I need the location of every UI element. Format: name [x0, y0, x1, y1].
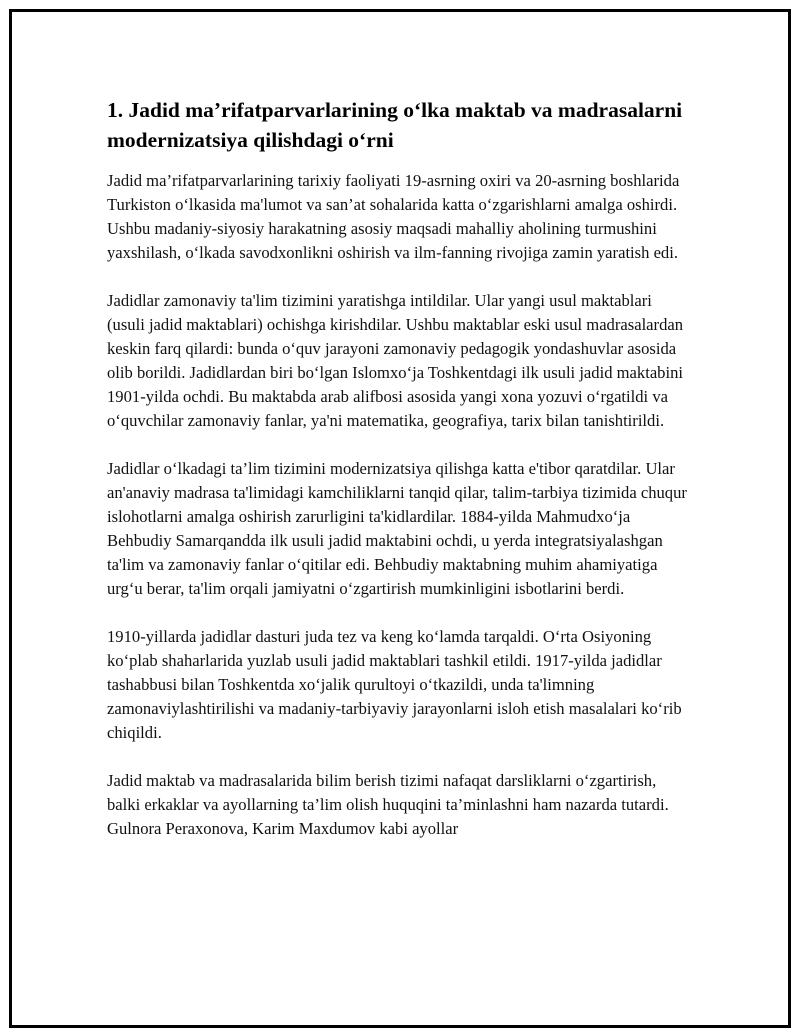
paragraph-2: Jadidlar zamonaviy ta'lim tizimini yaratishga intildilar. Ular yangi usul maktablari (usuli jadid maktablari) ochishga kirishdilar. Ushbu maktablar eski usul madrasalardan keskin farq qilardi: bunda o‘quv jarayoni zamonaviy pedagogik yondashuvlar asosida olib borildi. Jadidlardan biri bo‘lgan Islomxo‘ja Toshkentdagi ilk usuli jadid maktabini 1901-yilda ochdi. Bu maktabda arab alifbosi asosida yangi xona yozuvi o‘rgatildi va o‘quvchilar zamonaviy fanlar, ya'ni matematika, geografiya, tarix bilan tanishtirildi. — [107, 291, 684, 430]
paragraph-5: Jadid maktab va madrasalarida bilim berish tizimi nafaqat darsliklarni o‘zgartirish, balki erkaklar va ayollarning ta’lim olish huquqini ta’minlashni ham nazarda tutardi. Gulnora Peraxonova, Karim Maxdumov kabi ayollar — [107, 771, 669, 838]
section-heading: 1. Jadid ma’rifatparvarlarining o‘lka maktab va madrasalarni modernizatsiya qilishdagi o‘rni — [107, 98, 683, 152]
document-body — [107, 95, 687, 865]
paragraph-1: Jadid ma’rifatparvarlarining tarixiy faoliyati 19-asrning oxiri va 20-asrning boshlarida Turkiston o‘lkasida ma'lumot va san’at sohalarida katta o‘zgarishlarni amalga oshirdi. Ushbu madaniy-siyosiy harakatning asosiy maqsadi mahalliy aholining turmushini yaxshilash, o‘lkada savodxonlikni oshirish va ilm-fanning rivojiga zamin yaratish edi. — [107, 171, 680, 262]
paragraph-3: Jadidlar o‘lkadagi ta’lim tizimini modernizatsiya qilishga katta e'tibor qaratdilar. Ular an'anaviy madrasa ta'limidagi kamchiliklarni tanqid qilar, talim-tarbiya tizimida chuqur islohotlarni amalga oshirish zarurligini ta'kidlardilar. 1884-yilda Mahmudxo‘ja Behbudiy Samarqandda ilk usuli jadid maktabini ochdi, u yerda integratsiyalashgan ta'lim va zamonaviy fanlar o‘qitilar edi. Behbudiy maktabning muhim ahamiyatiga urg‘u berar, ta'lim orqali jamiyatni o‘zgartirish mumkinligini isbotlarini berdi. — [107, 459, 687, 598]
paragraph-4: 1910-yillarda jadidlar dasturi juda tez va keng ko‘lamda tarqaldi. O‘rta Osiyoning ko‘plab shaharlarida yuzlab usuli jadid maktablari tashkil etildi. 1917-yilda jadidlar tashabbusi bilan Toshkentda xo‘jalik qurultoyi o‘tkazildi, unda ta'limning zamonaviylashtirilishi va madaniy-tarbiyaviy jarayonlarni isloh etish masalalari ko‘rib chiqildi. — [107, 627, 682, 742]
